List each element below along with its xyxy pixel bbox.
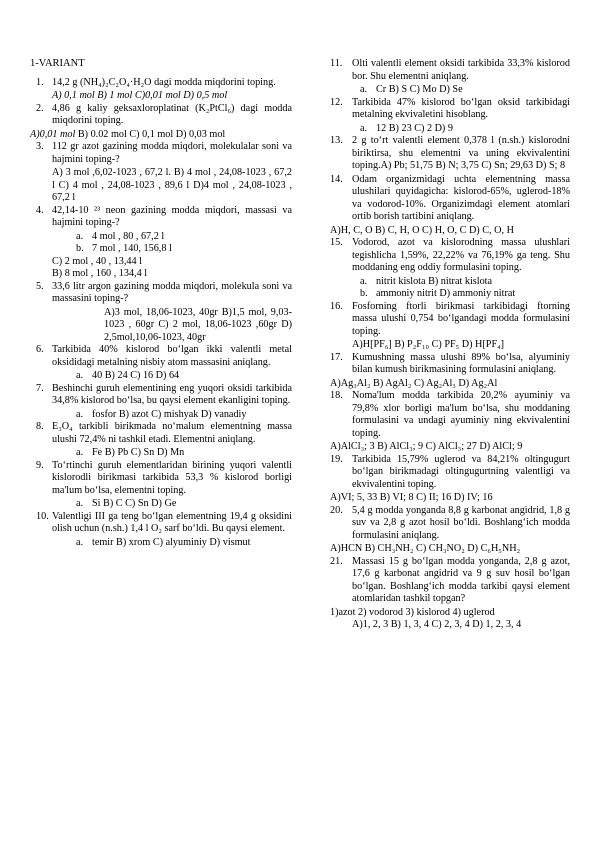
answer-options: A)H, C, O B) C, H, O C) H, O, C D) C, O, H <box>330 224 514 236</box>
answer-options: A)VI; 5, 33 B) VI; 8 C) II; 16 D) IV; 16 <box>330 492 493 503</box>
answer-options <box>30 409 292 422</box>
option-text: Si B) C C) Sn D) Ge <box>92 498 177 509</box>
option-label: b. <box>360 288 368 299</box>
right-questions <box>330 58 570 632</box>
option-label: a. <box>76 447 84 458</box>
question-text: Odam organizmidagi uchta elementning massa ulushilari quyidagicha: kislorod-65%, uglerod-18% va vodorod-10%. Organizimdagi element atomlari ortib borish tartibini aniqlang. <box>352 173 570 222</box>
question-item <box>30 141 292 166</box>
option-text: Cr B) S C) Mo D) Se <box>376 84 463 95</box>
question-text: To‘rtinchi guruh elementlaridan birining yuqori valentli kislorodli birikmasi tarkibida 53,3 % kislorod borligi ma'lum bo‘lsa, elementni toping. <box>52 459 292 496</box>
answer-options <box>330 123 570 136</box>
right-column <box>330 58 570 632</box>
question-item <box>30 460 292 498</box>
question-text: E₃O₄ tarkibli birikmada no‘malum elementning massa ulushi 72,4% ni tashkil etadi. Elementni aniqlang. <box>52 421 292 445</box>
answer-options <box>30 447 292 460</box>
question-item <box>30 281 292 306</box>
question-text: 33,6 litr argon gazining modda miqdori, molekula soni va massasini toping-? <box>52 280 292 304</box>
question-number: 6. <box>36 344 44 355</box>
question-item <box>330 58 570 83</box>
option-text: 12 B) 23 C) 2 D) 9 <box>376 122 453 134</box>
answer-options: A)AlCl₃; 3 B) AlCl₃; 9 C) AlCl₃; 27 D) AlCl; 9 <box>330 441 523 452</box>
option-text: 40 B) 24 C) 16 D) 64 <box>92 370 180 381</box>
question-item <box>330 174 570 224</box>
question-item <box>30 103 292 128</box>
option-text: nitrit kislota B) nitrat kislota <box>376 275 493 287</box>
answer-options <box>30 370 292 383</box>
option-label: a. <box>76 370 84 381</box>
question-text: Tarkibida 15,79% uglerod va 84,21% oltingugurt bo‘lgan birikmadagi oltingugurtning valentligi va ekvivalentini toping. <box>352 453 570 490</box>
answer-options: C) 2 mol , 40 , 13,44 l <box>52 255 142 267</box>
option-label: a. <box>76 230 84 242</box>
variant-title: 1-VARIANT <box>30 58 85 69</box>
option-label: a. <box>76 536 84 548</box>
question-item <box>330 135 570 173</box>
option-text: ammoniy nitrit D) ammoniy nitrat <box>376 288 516 299</box>
answer-options: A)HCN B) CH₃NH₂ C) CH₃NO₂ D) C₆H₅NH₂ <box>330 543 521 554</box>
question-item <box>330 301 570 339</box>
question-number: 11. <box>330 58 343 69</box>
answer-options <box>30 498 292 511</box>
question-item <box>30 77 292 90</box>
answer-options: A) 3 mol ,6,02-1023 , 67,2 l. B) 4 mol , 24,08-1023 , 67,2 l C) 4 mol , 24,08-1023 , 89,6 l D)4 mol , 24,08-1023 , 67,2 l <box>52 167 292 203</box>
question-number: 18. <box>330 390 343 401</box>
option-text: 7 mol , 140, 156,8 l <box>92 243 172 254</box>
question-item <box>30 205 292 230</box>
question-number: 21. <box>330 555 343 567</box>
question-item <box>330 352 570 377</box>
question-item <box>330 97 570 122</box>
question-number: 3. <box>36 141 44 152</box>
answer-options: A)H[PF₆] B) P₂F₁₀ C) PF₅ D) H[PF₄] <box>352 339 505 350</box>
question-item <box>330 505 570 543</box>
question-number: 7. <box>36 382 44 394</box>
answer-options <box>330 84 570 97</box>
option-text: 4 mol , 80 , 67,2 l <box>92 230 165 242</box>
answer-options: A)0,01 mol B) 0.02 mol C) 0,1 mol D) 0,03 mol <box>30 128 226 140</box>
question-number: 10. <box>36 510 49 522</box>
question-item <box>330 556 570 606</box>
question-number: 15. <box>330 237 343 248</box>
question-item <box>30 344 292 369</box>
answer-options: A)Ag₃Al₂ B) AgAl₂ C) Ag₂Al₃ D) Ag₂Al <box>330 377 498 389</box>
option-label: a. <box>76 498 84 509</box>
option-label: a. <box>360 122 368 134</box>
question-number: 5. <box>36 280 44 292</box>
question-number: 1. <box>36 76 44 88</box>
answer-options <box>330 288 570 301</box>
option-label: a. <box>76 408 84 420</box>
question-number: 16. <box>330 300 343 312</box>
answer-options: A)3 mol, 18,06-1023, 40gr B)1,5 mol, 9,03-1023 , 60gr C) 2 mol, 18,06-1023 ,60gr D) 2,5mol,10,06-1023, 40gr <box>104 306 292 343</box>
question-text: 14,2 g (NH₄)₂C₂O₄·H₂O dagi modda miqdorini toping. <box>52 76 276 88</box>
question-number: 14. <box>330 173 343 185</box>
question-item <box>30 383 292 408</box>
question-text: Massasi 15 g bo‘lgan modda yonganda, 2,8 g azot, 17,6 g karbonat angidrid va 9 g suv hosil bo‘lgan bo‘lgan. Boshlang‘ich modda tarkibi qaysi element atomlaridan tashkil topgan? <box>352 555 570 604</box>
question-text: Kumushning massa ulushi 89% bo‘lsa, alyuminiy bilan kumush birikmasining formulasini aniqlang. <box>352 351 570 375</box>
question-text: 112 gr azot gazining modda miqdori, molekulalar soni va hajmini toping-? <box>52 141 292 165</box>
question-number: 4. <box>36 204 44 216</box>
option-label: a. <box>360 275 368 287</box>
answer-options <box>330 276 570 289</box>
question-text: Olti valentli element oksidi tarkibida 33,3% kislorod bor. Shu elementni aniqlang. <box>352 58 570 82</box>
question-item <box>330 390 570 440</box>
option-label: a. <box>360 84 368 95</box>
left-column <box>30 58 292 549</box>
answer-options <box>30 537 292 550</box>
answer-options: A)1, 2, 3 B) 1, 3, 4 C) 2, 3, 4 D) 1, 2, 3, 4 <box>352 619 522 630</box>
question-text: Vodorod, azot va kislorodning massa ulushlari tegishlicha 1,59%, 22,22% va 76,19% ga teng. Shu moddaning eng oddiy formulasini toping. <box>352 237 570 273</box>
answer-options: B) 8 mol , 160 , 134,4 l <box>52 268 148 279</box>
option-text: temir B) xrom C) alyuminiy D) vismut <box>92 536 251 548</box>
question-item <box>330 454 570 492</box>
question-number: 8. <box>36 421 44 432</box>
question-text: Tarkibida 47% kislorod bo‘lgan oksid tarkibidagi metalning ekvivaletini hisoblang. <box>352 96 570 120</box>
question-text: 4,86 g kaliy geksaxloroplatinat (K₂PtCl₆) dagi modda miqdorini toping. <box>52 102 292 126</box>
answer-options: 1)azot 2) vodorod 3) kislorod 4) uglerod <box>330 606 495 618</box>
question-text: Noma'lum modda tarkibida 20,2% ayuminiy va 79,8% xlor borligi ma'lum bo‘lsa, shu moddaning formulasini va undagi ayuminiy ning ekvivalentini toping. <box>352 390 570 439</box>
question-number: 12. <box>330 96 343 108</box>
question-text: Tarkibida 40% kislorod bo‘lgan ikki valentli metal oksididagi metalning nisbiy atom massasini aniqlang. <box>52 344 292 368</box>
question-number: 9. <box>36 459 44 471</box>
question-number: 2. <box>36 102 44 114</box>
answer-options <box>30 243 292 256</box>
answer-options <box>30 231 292 244</box>
option-text: Fe B) Pb C) Sn D) Mn <box>92 447 185 458</box>
option-text: fosfor B) azot C) mishyak D) vanadiy <box>92 408 247 420</box>
question-number: 17. <box>330 351 343 363</box>
question-text: Valentligi III ga teng bo‘lgan elementning 19,4 g oksidini olish uchun (n.sh.) 1,4 l O₂ sarf bo‘ldi. Bu qaysi element. <box>52 510 292 534</box>
question-text: Fosforning ftorli birikmasi tarkibidagi ftorning massa ulushi 0,754 bo‘lgandagi modda formulasini toping. <box>352 300 570 337</box>
question-text: 2 g to‘rt valentli element 0,378 l (n.sh.) kislorodni biriktirsa, shu elementni va uning ekvivalentini toping.A) Pb; 51,75 B) N; 3,75 C) Sn; 29,63 D) S; 8 <box>352 135 570 171</box>
question-number: 19. <box>330 453 343 465</box>
left-questions <box>30 77 292 550</box>
question-item <box>30 421 292 446</box>
question-text: 42,14-10 ²³ neon gazining modda miqdori, massasi va hajmini toping-? <box>52 204 292 228</box>
answer-options: A) 0,1 mol B) 1 mol C)0,01 mol D) 0,5 mol <box>52 90 228 101</box>
question-text: Beshinchi guruh elementining eng yuqori oksidi tarkibida 34,8% kislorod bo‘lsa, bu qaysi element ekanligini toping. <box>52 382 292 406</box>
question-number: 13. <box>330 135 343 146</box>
option-label: b. <box>76 243 84 254</box>
question-item <box>330 237 570 275</box>
question-text: 5,4 g modda yonganda 8,8 g karbonat angidrid, 1,8 g suv va 2,8 g azot hosil bo‘ldi. Boshlang‘ich modda formulasini aniqlang. <box>352 504 570 541</box>
question-number: 20. <box>330 504 343 516</box>
question-item <box>30 511 292 536</box>
